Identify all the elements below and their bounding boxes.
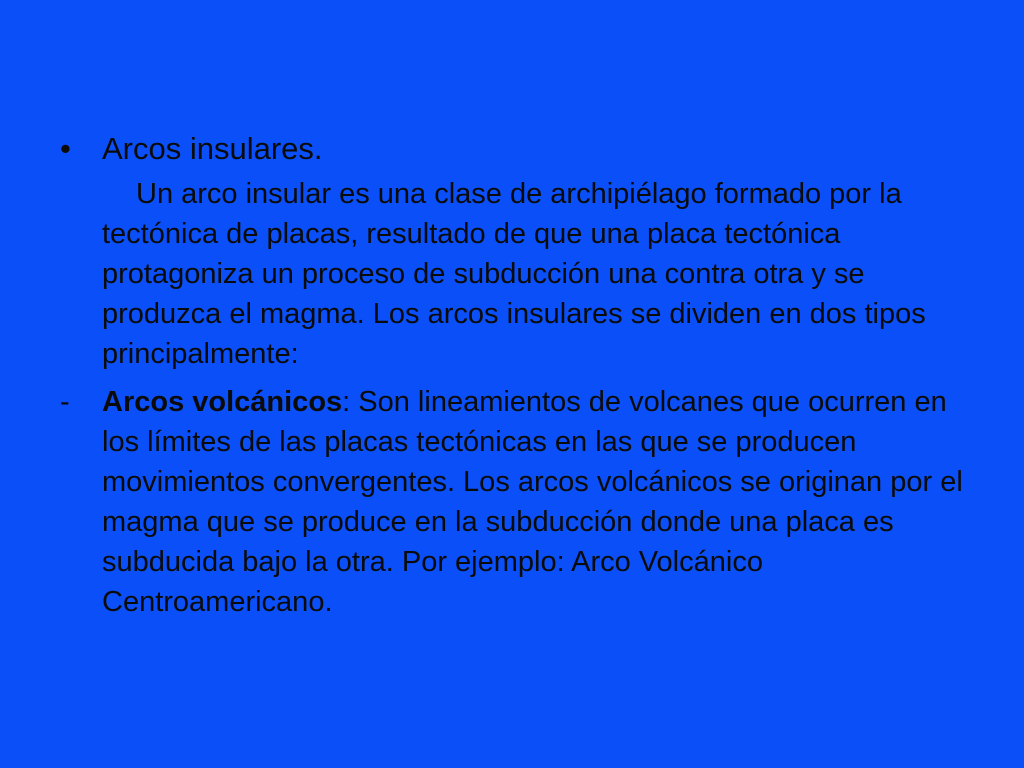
intro-paragraph xyxy=(60,174,970,374)
intro-paragraph-text: Un arco insular es una clase de archipiélago formado por la tectónica de placas, resultado de que una placa tectónica protagoniza un proceso de subducción una contra otra y se produzca el magma. Los arcos insulares se dividen en dos tipos principalmente: xyxy=(102,178,926,370)
dash-icon: - xyxy=(60,386,70,418)
list-item-arcos-volcanicos xyxy=(60,382,970,622)
slide-content xyxy=(60,128,970,622)
bullet-icon: • xyxy=(60,131,71,166)
item-term: Arcos volcánicos xyxy=(102,386,343,418)
bullet-heading xyxy=(60,128,970,170)
item-definition: : Son lineamientos de volcanes que ocurren en los límites de las placas tectónicas en las que se producen movimientos convergentes. Los arcos volcánicos se originan por el magma que se produce en la subducción donde una placa es subducida bajo la otra. Por ejemplo: Arco Volcánico Centroamericano. xyxy=(102,386,963,618)
heading-text: Arcos insulares. xyxy=(102,131,323,166)
